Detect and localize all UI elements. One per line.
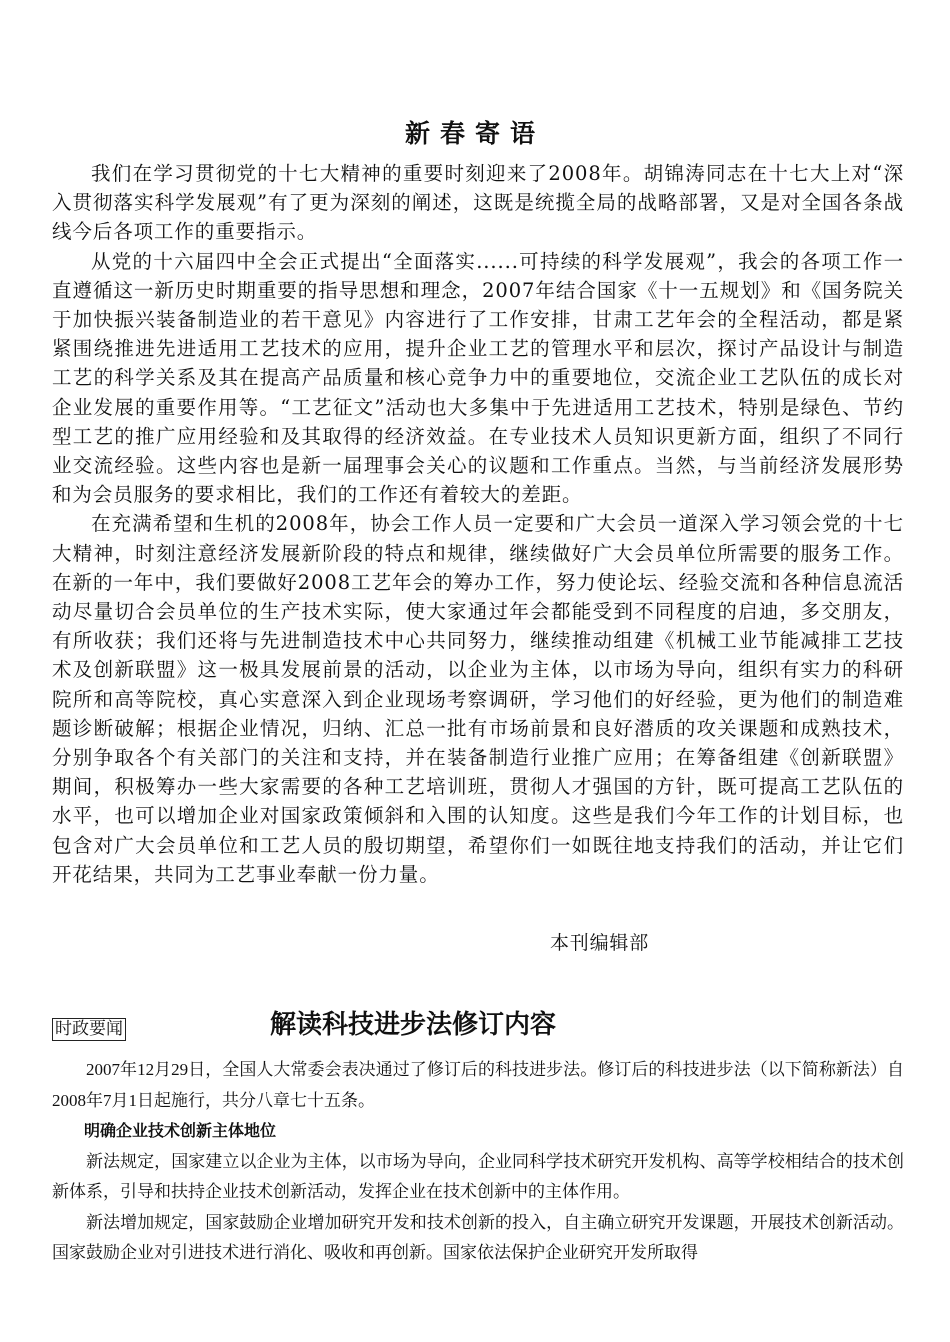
paragraph: 新法规定，国家建立以企业为主体，以市场为导向，企业同科学技术研究开发机构、高等学校相结合的技术创新体系，引导和扶持企业技术创新活动，发挥企业在技术创新中的主体作用。 bbox=[52, 1151, 904, 1201]
section-tag-badge: 时政要闻 bbox=[52, 1018, 126, 1041]
article-body-new-year-message bbox=[52, 159, 904, 889]
paragraph: 在充满希望和生机的2008年，协会工作人员一定要和广大会员一道深入学习领会党的十七大精神，时刻注意经济发展新阶段的特点和规律，继续做好广大会员单位所需要的服务工作。在新的一年中，我们要做好2008工艺年会的筹办工作，努力使论坛、经验交流和各种信息流活动尽量切合会员单位的生产技术实际，使大家通过年会都能受到不同程度的启迪，多交朋友，有所收获；我们还将与先进制造技术中心共同努力，继续推动组建《机械工业节能减排工艺技术及创新联盟》这一极具发展前景的活动，以企业为主体，以市场为导向，组织有实力的科研院所和高等院校，真心实意深入到企业现场考察调研，学习他们的好经验，更为他们的制造难题诊断破解；根据企业情况，归纳、汇总一批有市场前景和良好潜质的攻关课题和成熟技术，分别争取各个有关部门的关注和支持，并在装备制造行业推广应用；在筹备组建《创新联盟》期间，积极筹办一些大家需要的各种工艺培训班，贯彻人才强国的方针，既可提高工艺队伍的水平，也可以增加企业对国家政策倾斜和入围的认知度。这些是我们今年工作的计划目标，也包含对广大会员单位和工艺人员的殷切期望，希望你们一如既往地支持我们的活动，并让它们开花结果，共同为工艺事业奉献一份力量。 bbox=[52, 512, 904, 886]
section-subheading: 明确企业技术创新主体地位 bbox=[84, 1121, 277, 1140]
editorial-signature: 本刊编辑部 bbox=[550, 932, 650, 954]
paragraph: 我们在学习贯彻党的十七大精神的重要时刻迎来了2008年。胡锦涛同志在十七大上对“深入贯彻落实科学发展观”有了更为深刻的阐述，这既是统揽全局的战略部署，又是对全国各条战线今后各项工作的重要指示。 bbox=[52, 162, 904, 244]
paragraph: 2007年12月29日，全国人大常委会表决通过了修订后的科技进步法。修订后的科技进步法（以下简称新法）自2008年7月1日起施行，共分八章七十五条。 bbox=[52, 1060, 904, 1110]
article-title-tech-law: 解读科技进步法修订内容 bbox=[270, 1010, 557, 1040]
paragraph: 新法增加规定，国家鼓励企业增加研究开发和技术创新的投入，自主确立研究开发课题，开展技术创新活动。国家鼓励企业对引进技术进行消化、吸收和再创新。国家依法保护企业研究开发所取得 bbox=[52, 1212, 904, 1262]
article-body-tech-law bbox=[52, 1055, 904, 1269]
article-title-new-year-message: 新春寄语 bbox=[404, 119, 545, 148]
paragraph: 从党的十六届四中全会正式提出“全面落实......可持续的科学发展观”，我会的各项工作一直遵循这一新历史时期重要的指导思想和理念，2007年结合国家《十一五规划》和《国务院关于加快振兴装备制造业的若干意见》内容进行了工作安排，甘肃工艺年会的全程活动，都是紧紧围绕推进先进适用工艺技术的应用，提升企业工艺的管理水平和层次，探讨产品设计与制造工艺的科学关系及其在提高产品质量和核心竞争力中的重要地位，交流企业工艺队伍的成长对企业发展的重要作用等。“工艺征文”活动也大多集中于先进适用工艺技术，特别是绿色、节约型工艺的推广应用经验和及其取得的经济效益。在专业技术人员知识更新方面，组织了不同行业交流经验。这些内容也是新一届理事会关心的议题和工作重点。当然，与当前经济发展形势和为会员服务的要求相比，我们的工作还有着较大的差距。 bbox=[52, 249, 904, 507]
